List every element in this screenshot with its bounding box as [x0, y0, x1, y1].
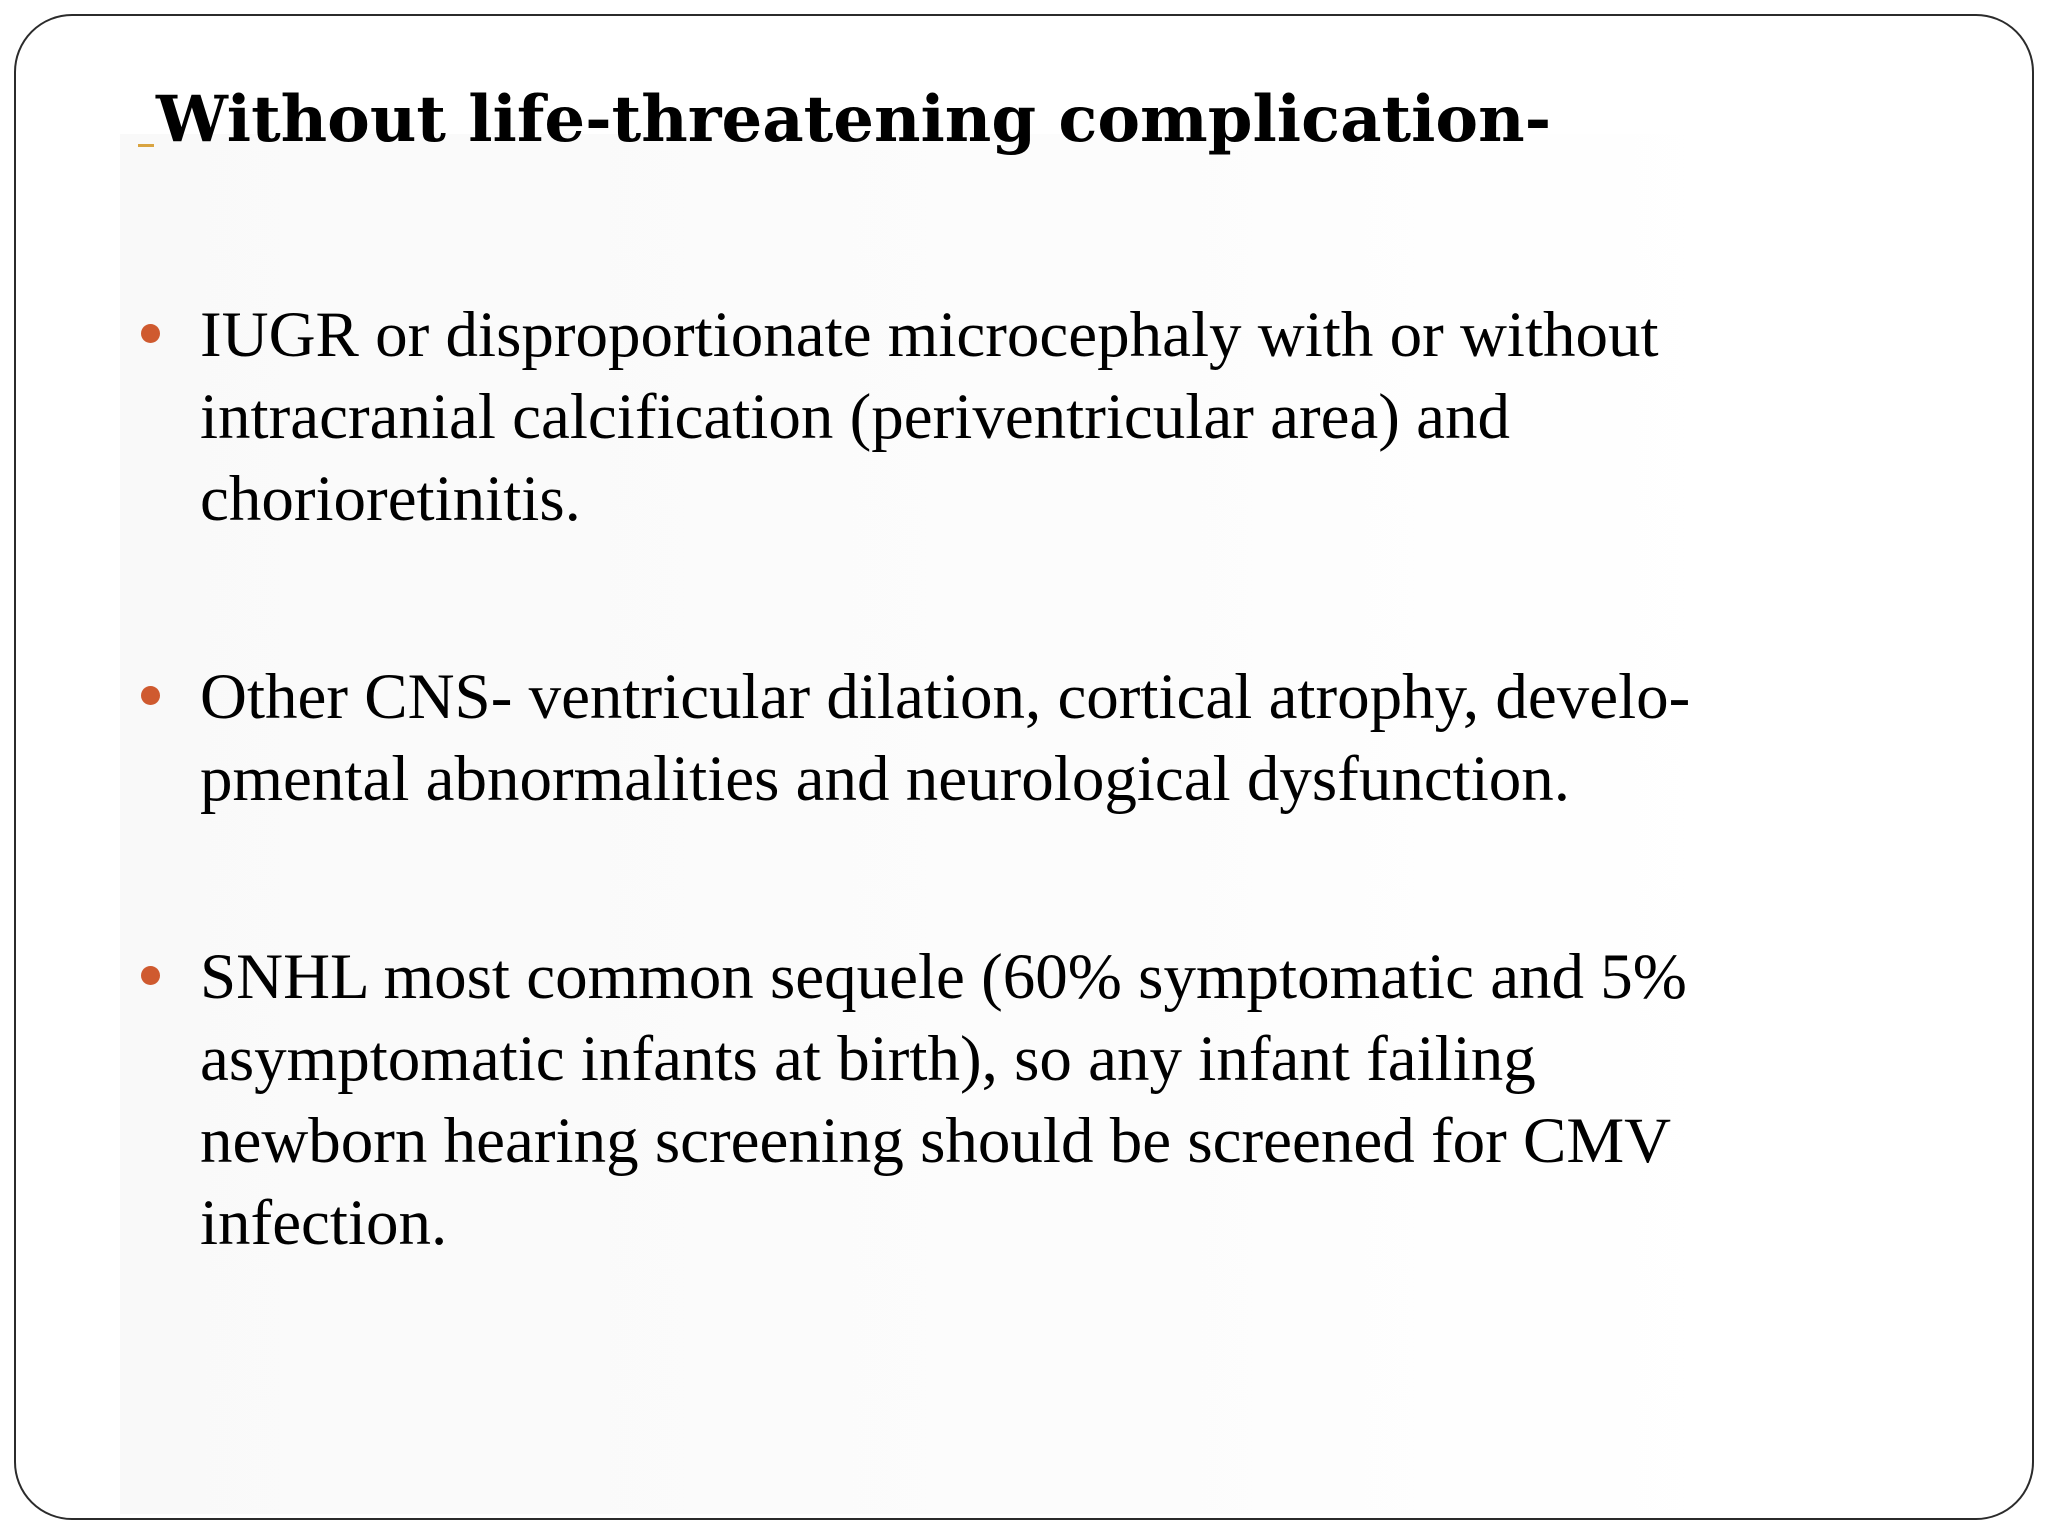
bullet-item-other-cns: [138, 656, 1938, 820]
slide-frame: [14, 14, 2034, 1520]
bullet-dot-icon: [141, 686, 160, 705]
bullet-text: Other CNS- ventricular dilation, cortical atrophy, develo- pmental abnormalities and neurological dysfunction.: [200, 661, 1691, 815]
bullet-text: SNHL most common sequele (60% symptomatic and 5% asymptomatic infants at birth), so any infant failing newborn hearing screening should be screened for CMV infection.: [200, 941, 1687, 1259]
title-accent-mark: [138, 144, 154, 147]
bullet-dot-icon: [141, 324, 160, 343]
bullet-item-iugr: [138, 294, 1938, 540]
bullet-list: [138, 294, 1938, 1264]
bullet-item-snhl: [138, 936, 1938, 1264]
slide-title-text: Without life-threatening complication-: [156, 82, 1552, 157]
bullet-text: IUGR or disproportionate microcephaly with or without intracranial calcification (periventricular area) and chorioretinitis.: [200, 299, 1659, 535]
slide-title: [138, 82, 1552, 157]
bullet-dot-icon: [141, 966, 160, 985]
